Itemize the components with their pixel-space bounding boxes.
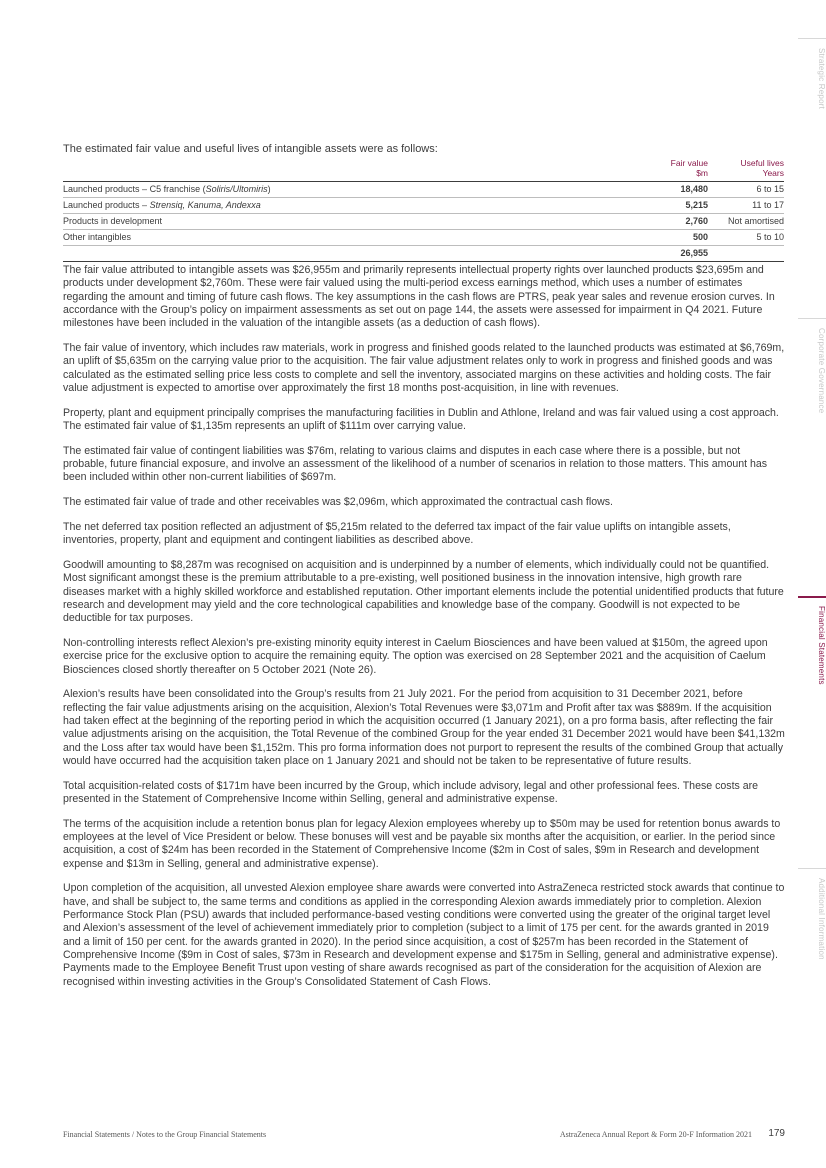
total-label	[63, 246, 648, 262]
side-tab-corporate-governance[interactable]: Corporate Governance	[817, 328, 826, 414]
paragraph: Non-controlling interests reflect Alexion’s pre-existing minority equity interest in Caelum Biosciences and have been valued at $150m, the agreed upon exercise price for the exclusive option to acquire the remaining equity. The option was exercised on 28 September 2021 and the acquisition of Caelum Biosciences closed shortly thereafter on 5 October 2021 (Note 26).	[63, 637, 768, 676]
total-fair-value: 26,955	[680, 248, 708, 258]
paragraph: The estimated fair value of contingent liabilities was $76m, relating to various claims and disputes in each case where there is a possible, but not probable, future financial exposure, and involve an assessment of the likelihood of a number of scenarios in relation to those matters. This amount has been included within other non-current liabilities of $697m.	[63, 444, 768, 484]
table-intro: The estimated fair value and useful lives of intangible assets were as follows:	[63, 143, 438, 155]
row-fair-value: 500	[692, 232, 708, 242]
row-useful-lives: Not amortised	[727, 216, 784, 226]
body-text	[63, 264, 785, 1000]
side-divider-financial	[798, 596, 826, 598]
row-useful-lives: 11 to 17	[752, 200, 784, 210]
row-useful-lives: 6 to 15	[756, 184, 784, 194]
row-label: Other intangibles	[63, 232, 132, 242]
footer-breadcrumb: Financial Statements / Notes to the Group Financial Statements	[63, 1130, 267, 1139]
table-row	[63, 230, 784, 246]
footer-report-title: AstraZeneca Annual Report & Form 20-F Information 2021	[559, 1130, 752, 1139]
side-tab-strategic-report[interactable]: Strategic Report	[817, 48, 826, 110]
row-fair-value: 5,215	[685, 200, 708, 210]
header-useful-lives-l2: Years	[762, 168, 784, 178]
intangible-assets-table	[63, 158, 784, 262]
paragraph: The fair value attributed to intangible assets was $26,955m and primarily represents intellectual property rights over launched products $23,695m and products under development $2,760m. These were fair valued using the multi-period excess earnings method, which uses a number of estimates regarding the amount and timing of future cash flows. The key assumptions in the cash flows are PTRS, peak year sales and revenue erosion curves. In accordance with the Group’s policy on impairment assessments as set out on page 144, the assets were assessed for impairment in Q4 2021. Future milestones have been included in the valuation of the intangible assets (as a deduction of cash flows).	[63, 264, 775, 330]
paragraph: Alexion’s results have been consolidated into the Group’s results from 21 July 2021. For the period from acquisition to 31 December 2021, before reflecting the fair value adjustments arising on the acquisition, Alexion’s Total Revenues were $3,071m and Profit after tax was $889m. If the acquisition had taken effect at the beginning of the reporting period in which the acquisition occurred (1 January 2021), on a pro forma basis, after reflecting the fair value adjustments arising on the acquisition, the Total Revenue of the combined Group for the year ended 31 December 2021 would have been $41,132m and the Loss after tax would have been $1,152m. This pro forma information does not purport to represent the results of the combined Group that actually would have occurred had the acquisition taken place on 1 January 2021 and should not be taken to be representative of future results.	[63, 688, 785, 767]
side-divider-additional	[798, 868, 826, 869]
paragraph: Total acquisition-related costs of $171m have been incurred by the Group, which include advisory, legal and other professional fees. These costs are presented in the Statement of Comprehensive Income within Selling, general and administrative expense.	[63, 779, 759, 805]
paragraph: Goodwill amounting to $8,287m was recognised on acquisition and is underpinned by a number of elements, which individually could not be quantified. Most significant amongst these is the premium attributable to a pre-existing, well positioned business in the innovation intensive, high growth rare diseases market with a highly skilled workforce and established reputation. Other important elements include the potential unidentified products that future research and development may yield and the core technological capabilities and knowledge base of the company. Goodwill is not expected to be deductible for tax purposes.	[63, 559, 784, 625]
side-divider-strategic	[798, 38, 826, 39]
paragraph: Upon completion of the acquisition, all unvested Alexion employee share awards were converted into AstraZeneca restricted stock awards that continue to have, and shall be subject to, the same terms and conditions as applied in the corresponding Alexion awards immediately prior to completion. Alexion Performance Stock Plan (PSU) awards that included performance-based vesting conditions were converted using the greater of the original target level and Alexion’s assessment of the level of achievement immediately prior to completion (subject to a limit of 175 per cent. for the awards granted in 2019 and a limit of 150 per cent. for the awards granted in 2020). In the period since acquisition, a cost of $257m has been recorded in the Statement of Comprehensive Income ($9m in Cost of sales, $73m in Research and development expense and $175m in Selling, general and administrative expense). Payments made to the Employee Benefit Trust upon vesting of share awards recognised as part of the consideration for the acquisition of Alexion are recognised within investing activities in the Group’s Consolidated Statement of Cash Flows.	[63, 882, 785, 988]
side-divider-governance	[798, 318, 826, 319]
row-label: Launched products – Strensiq, Kanuma, Andexxa	[63, 200, 261, 210]
total-useful-lives	[714, 246, 784, 262]
paragraph: The terms of the acquisition include a retention bonus plan for legacy Alexion employees whereby up to $50m may be used for retention bonus awards to employees at the level of Vice President or below. These bonuses will vest and be payable six months after the acquisition, or earlier. In the period since acquisition, a cost of $24m has been recorded in the Statement of Comprehensive Income ($2m in Cost of sales, $9m in Research and development expense and $13m in Selling, general and administrative expense).	[63, 817, 781, 870]
table-row	[63, 198, 784, 214]
paragraph: The net deferred tax position reflected an adjustment of $5,215m related to the deferred tax impact of the fair value uplifts on intangible assets, inventories, property, plant and equipment and contingent liabilities as described above.	[63, 520, 731, 547]
table-total-row	[63, 246, 784, 262]
side-tab-additional-information[interactable]: Additional Information	[817, 878, 826, 960]
page-number: 179	[768, 1128, 785, 1139]
header-useful-lives	[714, 158, 784, 182]
header-fair-value	[648, 158, 714, 182]
row-label: Products in development	[63, 216, 163, 226]
header-fair-value-l1: Fair value	[670, 158, 708, 168]
header-useful-lives-l1: Useful lives	[740, 158, 784, 168]
header-fair-value-l2: $m	[696, 168, 708, 178]
row-useful-lives: 5 to 10	[756, 232, 784, 242]
table-row	[63, 214, 784, 230]
paragraph: The fair value of inventory, which includes raw materials, work in progress and finished goods related to the launched products was estimated at $6,769m, an uplift of $5,635m on the carrying value prior to the acquisition. The fair value adjustment relates only to work in progress and finished goods and was calculated as the estimated selling price less costs to complete and sell the inventory, associated margins on these activities and holding costs. The fair value adjustment is expected to amortise over approximately the first 18 months post-acquisition, in line with revenues.	[63, 341, 785, 394]
paragraph: The estimated fair value of trade and other receivables was $2,096m, which approximated the contractual cash flows.	[63, 496, 613, 509]
header-blank	[63, 158, 648, 182]
row-label: Launched products – C5 franchise (Soliris/Ultomiris)	[63, 184, 271, 194]
row-fair-value: 2,760	[685, 216, 708, 226]
row-fair-value: 18,480	[680, 184, 708, 194]
table-header-row	[63, 158, 784, 182]
table-row	[63, 182, 784, 198]
paragraph: Property, plant and equipment principally comprises the manufacturing facilities in Dublin and Athlone, Ireland and was fair valued using a cost approach. The estimated fair value of $1,135m represents an uplift of $111m over carrying value.	[63, 406, 779, 432]
side-tab-financial-statements[interactable]: Financial Statements	[817, 606, 826, 685]
